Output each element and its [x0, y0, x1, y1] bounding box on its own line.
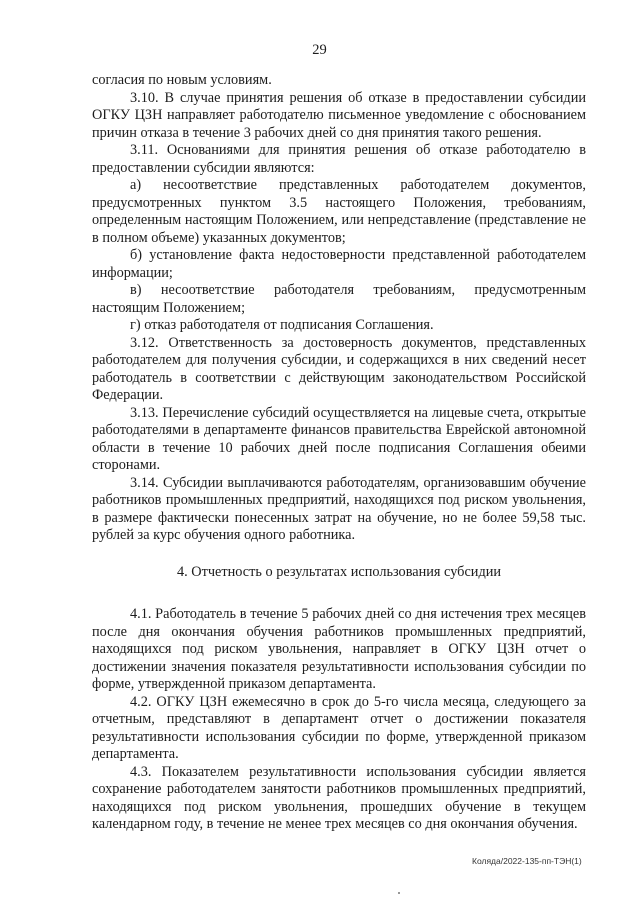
scan-speck	[398, 892, 400, 894]
paragraph-continuation: согласия по новым условиям.	[92, 72, 272, 88]
paragraph-3-11: 3.11. Основаниями для принятия решения об отказе работодателю в предоставлении субсидии являются:	[92, 142, 586, 176]
paragraph-3-11-g: г) отказ работодателя от подписания Соглашения.	[130, 317, 434, 333]
paragraph-4-1: 4.1. Работодатель в течение 5 рабочих дней со дня истечения трех месяцев после дня окончания обучения работников промышленных предприятий, находящихся под риском увольнения, направляет в ОГКУ ЦЗН отчет о достижении значения показателя результативности использования субсидии по форме, утвержденной приказом департамента.	[92, 606, 586, 692]
paragraph-3-10: 3.10. В случае принятия решения об отказе в предоставлении субсидии ОГКУ ЦЗН направляет работодателю письменное уведомление с обоснованием причин отказа в течение 3 рабочих дней со дня принятия такого решения.	[92, 89, 586, 141]
paragraph-3-12: 3.12. Ответственность за достоверность документов, представленных работодателем для получения субсидии, и содержащихся в них сведений несет работодатель в соответствии с действующим законодательством Российской Федерации.	[92, 334, 586, 403]
paragraph-3-14: 3.14. Субсидии выплачиваются работодателям, организовавшим обучение работников промышленных предприятий, находящихся под риском увольнения, в размере фактически понесенных затрат на обучение, но не более 59,58 тыс. рублей за курс обучения одного работника.	[92, 474, 586, 543]
page-number: 29	[312, 42, 327, 58]
document-body	[92, 72, 586, 834]
paragraph-4-2: 4.2. ОГКУ ЦЗН ежемесячно в срок до 5-го числа месяца, следующего за отчетным, представляют в департамент отчет о достижении показателя результативности использования субсидии по форме, утвержденной приказом департамента.	[92, 693, 586, 762]
paragraphs-before-section	[92, 72, 586, 545]
paragraph-3-11-a: а) несоответствие представленных работодателем документов, предусмотренных пунктом 3.5 настоящего Положения, требованиям, определенным настоящим Положением, или непредставление (представление не в полном объеме) указанных документов;	[92, 177, 586, 246]
paragraph-3-11-b: б) установление факта недостоверности представленной работодателем информации;	[92, 247, 586, 281]
paragraph-3-13: 3.13. Перечисление субсидий осуществляется на лицевые счета, открытые работодателями в департаменте финансов правительства Еврейской автономной области в течение 10 рабочих дней после подписания Соглашения обеими сторонами.	[92, 404, 586, 473]
section-heading: 4. Отчетность о результатах использования субсидии	[176, 563, 502, 580]
document-code: Коляда/2022-135-пп-ТЭН(1)	[472, 856, 582, 866]
paragraph-4-3: 4.3. Показателем результативности использования субсидии является сохранение работодателем занятости работников промышленных предприятий, находящихся под риском увольнения, прошедших обучение в текущем календарном году, в течение не менее трех месяцев со дня окончания обучения.	[92, 763, 586, 832]
paragraphs-after-section	[92, 606, 586, 834]
paragraph-3-11-v: в) несоответствие работодателя требованиям, предусмотренным настоящим Положением;	[92, 282, 586, 316]
